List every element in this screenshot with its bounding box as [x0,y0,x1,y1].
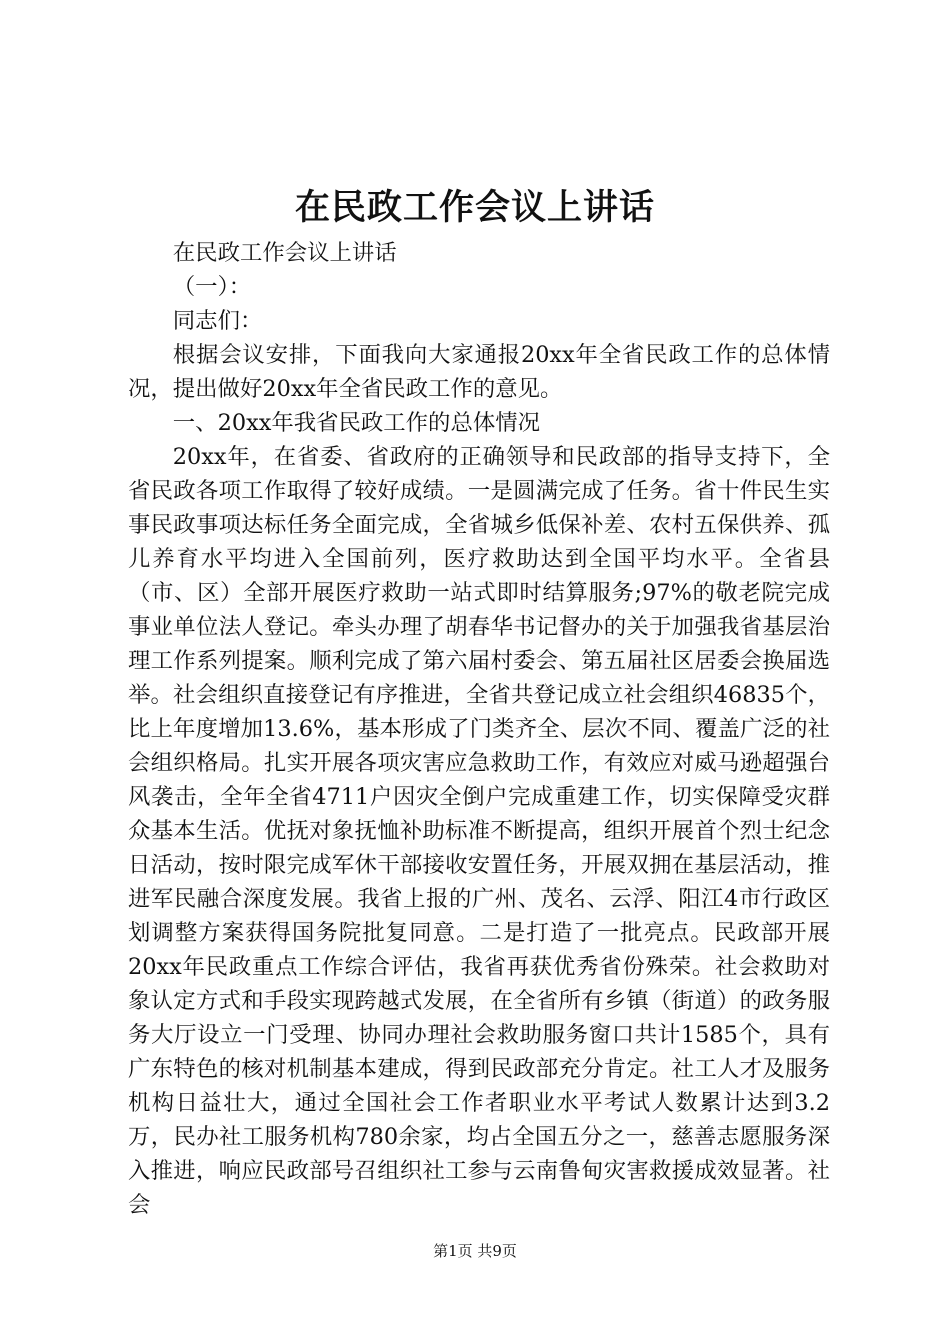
document-body [128,236,830,1222]
paragraph-heading: 一、20xx年我省民政工作的总体情况 [172,410,541,436]
paragraph-subtitle: 在民政工作会议上讲话 [172,240,397,266]
paragraph-salutation: 同志们： [172,308,263,334]
paragraph-section-marker: （一）： [172,274,252,300]
paragraph-intro: 根据会议安排，下面我向大家通报20xx年全省民政工作的总体情况，提出做好20xx年全省民政工作的意见。 [128,342,830,402]
page-footer: 第1页 共9页 [433,1242,517,1260]
paragraph-body: 20xx年，在省委、省政府的正确领导和民政部的指导支持下，全省民政各项工作取得了较好成绩。一是圆满完成了任务。省十件民生实事民政事项达标任务全面完成，全省城乡低保补差、农村五保供养、孤儿养育水平均进入全国前列，医疗救助达到全国平均水平。全省县（市、区）全部开展医疗救助一站式即时结算服务;97%的敬老院完成事业单位法人登记。牵头办理了胡春华书记督办的关于加强我省基层治理工作系列提案。顺利完成了第六届村委会、第五届社区居委会换届选举。社会组织直接登记有序推进，全省共登记成立社会组织46835个，比上年度增加13.6%，基本形成了门类齐全、层次不同、覆盖广泛的社会组织格局。扎实开展各项灾害应急救助工作，有效应对威马逊超强台风袭击，全年全省4711户因灾全倒户完成重建工作，切实保障受灾群众基本生活。优抚对象抚恤补助标准不断提高，组织开展首个烈士纪念日活动，按时限完成军休干部接收安置任务，开展双拥在基层活动，推进军民融合深度发展。我省上报的广州、茂名、云浮、阳江4市行政区划调整方案获得国务院批复同意。二是打造了一批亮点。民政部开展20xx年民政重点工作综合评估，我省再获优秀省份殊荣。社会救助对象认定方式和手段实现跨越式发展，在全省所有乡镇（街道）的政务服务大厅设立一门受理、协同办理社会救助服务窗口共计1585个，具有广东特色的核对机制基本建成，得到民政部充分肯定。社工人才及服务机构日益壮大，通过全国社会工作者职业水平考试人数累计达到3.2万，民办社工服务机构780余家，均占全国五分之一，慈善志愿服务深入推进，响应民政部号召组织社工参与云南鲁甸灾害救援成效显著。社会 [128,444,830,1218]
document-title: 在民政工作会议上讲话 [294,187,655,228]
